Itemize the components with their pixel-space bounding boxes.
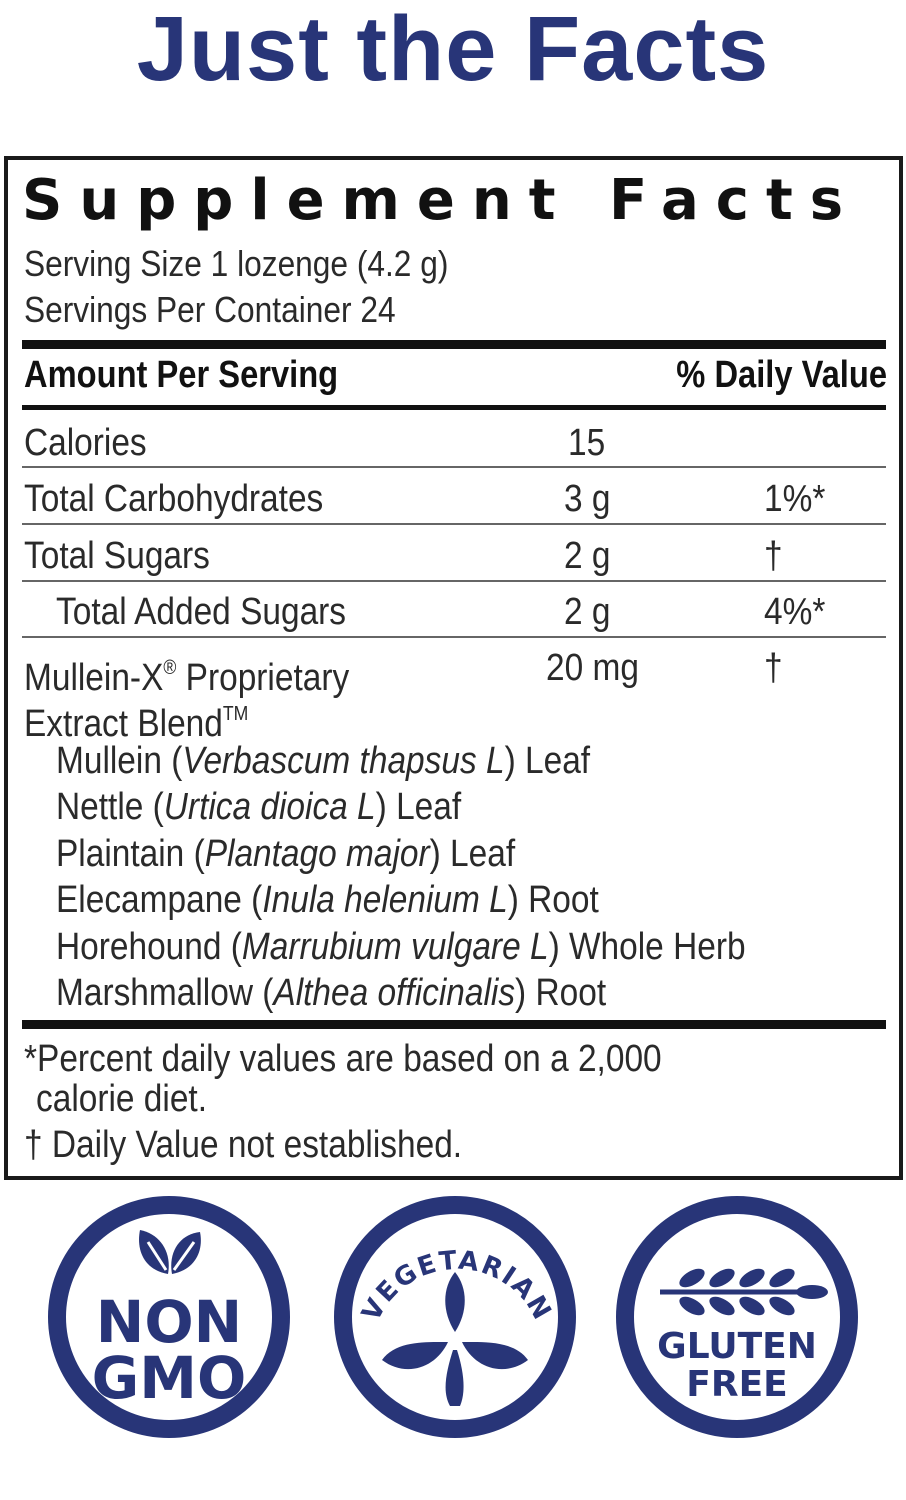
medium-divider	[22, 405, 886, 410]
vegetarian-badge	[330, 1192, 580, 1442]
footnote-percent-line2: calorie diet.	[36, 1078, 208, 1120]
blend-dv: †	[764, 647, 783, 689]
row-sugars-dv: †	[764, 535, 783, 577]
non-gmo-line2: GMO	[91, 1344, 247, 1412]
row-carbs-amount: 3 g	[564, 478, 611, 520]
row-sugars-amount: 2 g	[564, 535, 611, 577]
gluten-free-line1: GLUTEN	[657, 1326, 817, 1367]
ingredient-horehound: Horehound (Marrubium vulgare L) Whole Herb	[56, 926, 746, 968]
leaf-icon	[139, 1230, 201, 1274]
row-calories-name: Calories	[24, 422, 147, 464]
ingredient-elecampane: Elecampane (Inula helenium L) Root	[56, 879, 599, 921]
row-carbs-name: Total Carbohydrates	[24, 478, 324, 520]
servings-per-container: Servings Per Container 24	[24, 289, 396, 330]
thick-divider-top	[22, 340, 886, 349]
ingredient-marshmallow: Marshmallow (Althea officinalis) Root	[56, 972, 607, 1014]
serving-size: Serving Size 1 lozenge (4.2 g)	[24, 243, 449, 284]
ingredient-mullein: Mullein (Verbascum thapsus L) Leaf	[56, 740, 591, 782]
row-divider	[22, 580, 886, 582]
row-added-sugars-amount: 2 g	[564, 591, 611, 633]
supplement-facts-panel	[4, 156, 903, 1180]
row-added-sugars-dv: 4%*	[764, 591, 826, 633]
blend-name-line1: Mullein-X® Proprietary	[24, 657, 350, 699]
supplement-facts-title: Supplement Facts	[22, 168, 861, 233]
row-divider	[22, 466, 886, 468]
ingredient-plaintain: Plaintain (Plantago major) Leaf	[56, 833, 516, 875]
thick-divider-bottom	[22, 1020, 886, 1029]
vegetarian-arc-text: VEGETARIAN	[356, 1245, 558, 1327]
row-divider	[22, 636, 886, 638]
row-sugars-name: Total Sugars	[24, 535, 210, 577]
non-gmo-badge	[44, 1192, 294, 1442]
footnote-percent-line1: *Percent daily values are based on a 2,000	[24, 1038, 662, 1080]
row-carbs-dv: 1%*	[764, 478, 826, 520]
row-calories-amount: 15	[568, 422, 606, 464]
gluten-free-badge	[612, 1192, 862, 1442]
blend-name-line2: Extract Blend™	[24, 703, 249, 745]
non-gmo-line1: NON	[95, 1288, 243, 1356]
row-added-sugars-name: Total Added Sugars	[56, 591, 347, 633]
footnote-dagger: † Daily Value not established.	[24, 1124, 463, 1166]
row-divider	[22, 523, 886, 525]
registered-mark: ®	[163, 657, 177, 679]
trademark-mark: TM	[222, 703, 249, 725]
page-headline: Just the Facts	[136, 0, 770, 100]
amount-per-serving-header: Amount Per Serving	[24, 354, 339, 396]
ingredient-nettle: Nettle (Urtica dioica L) Leaf	[56, 786, 462, 828]
blend-amount: 20 mg	[546, 647, 639, 689]
daily-value-header: % Daily Value	[676, 354, 887, 396]
wheat-icon	[660, 1265, 828, 1319]
gluten-free-line2: FREE	[686, 1364, 788, 1405]
